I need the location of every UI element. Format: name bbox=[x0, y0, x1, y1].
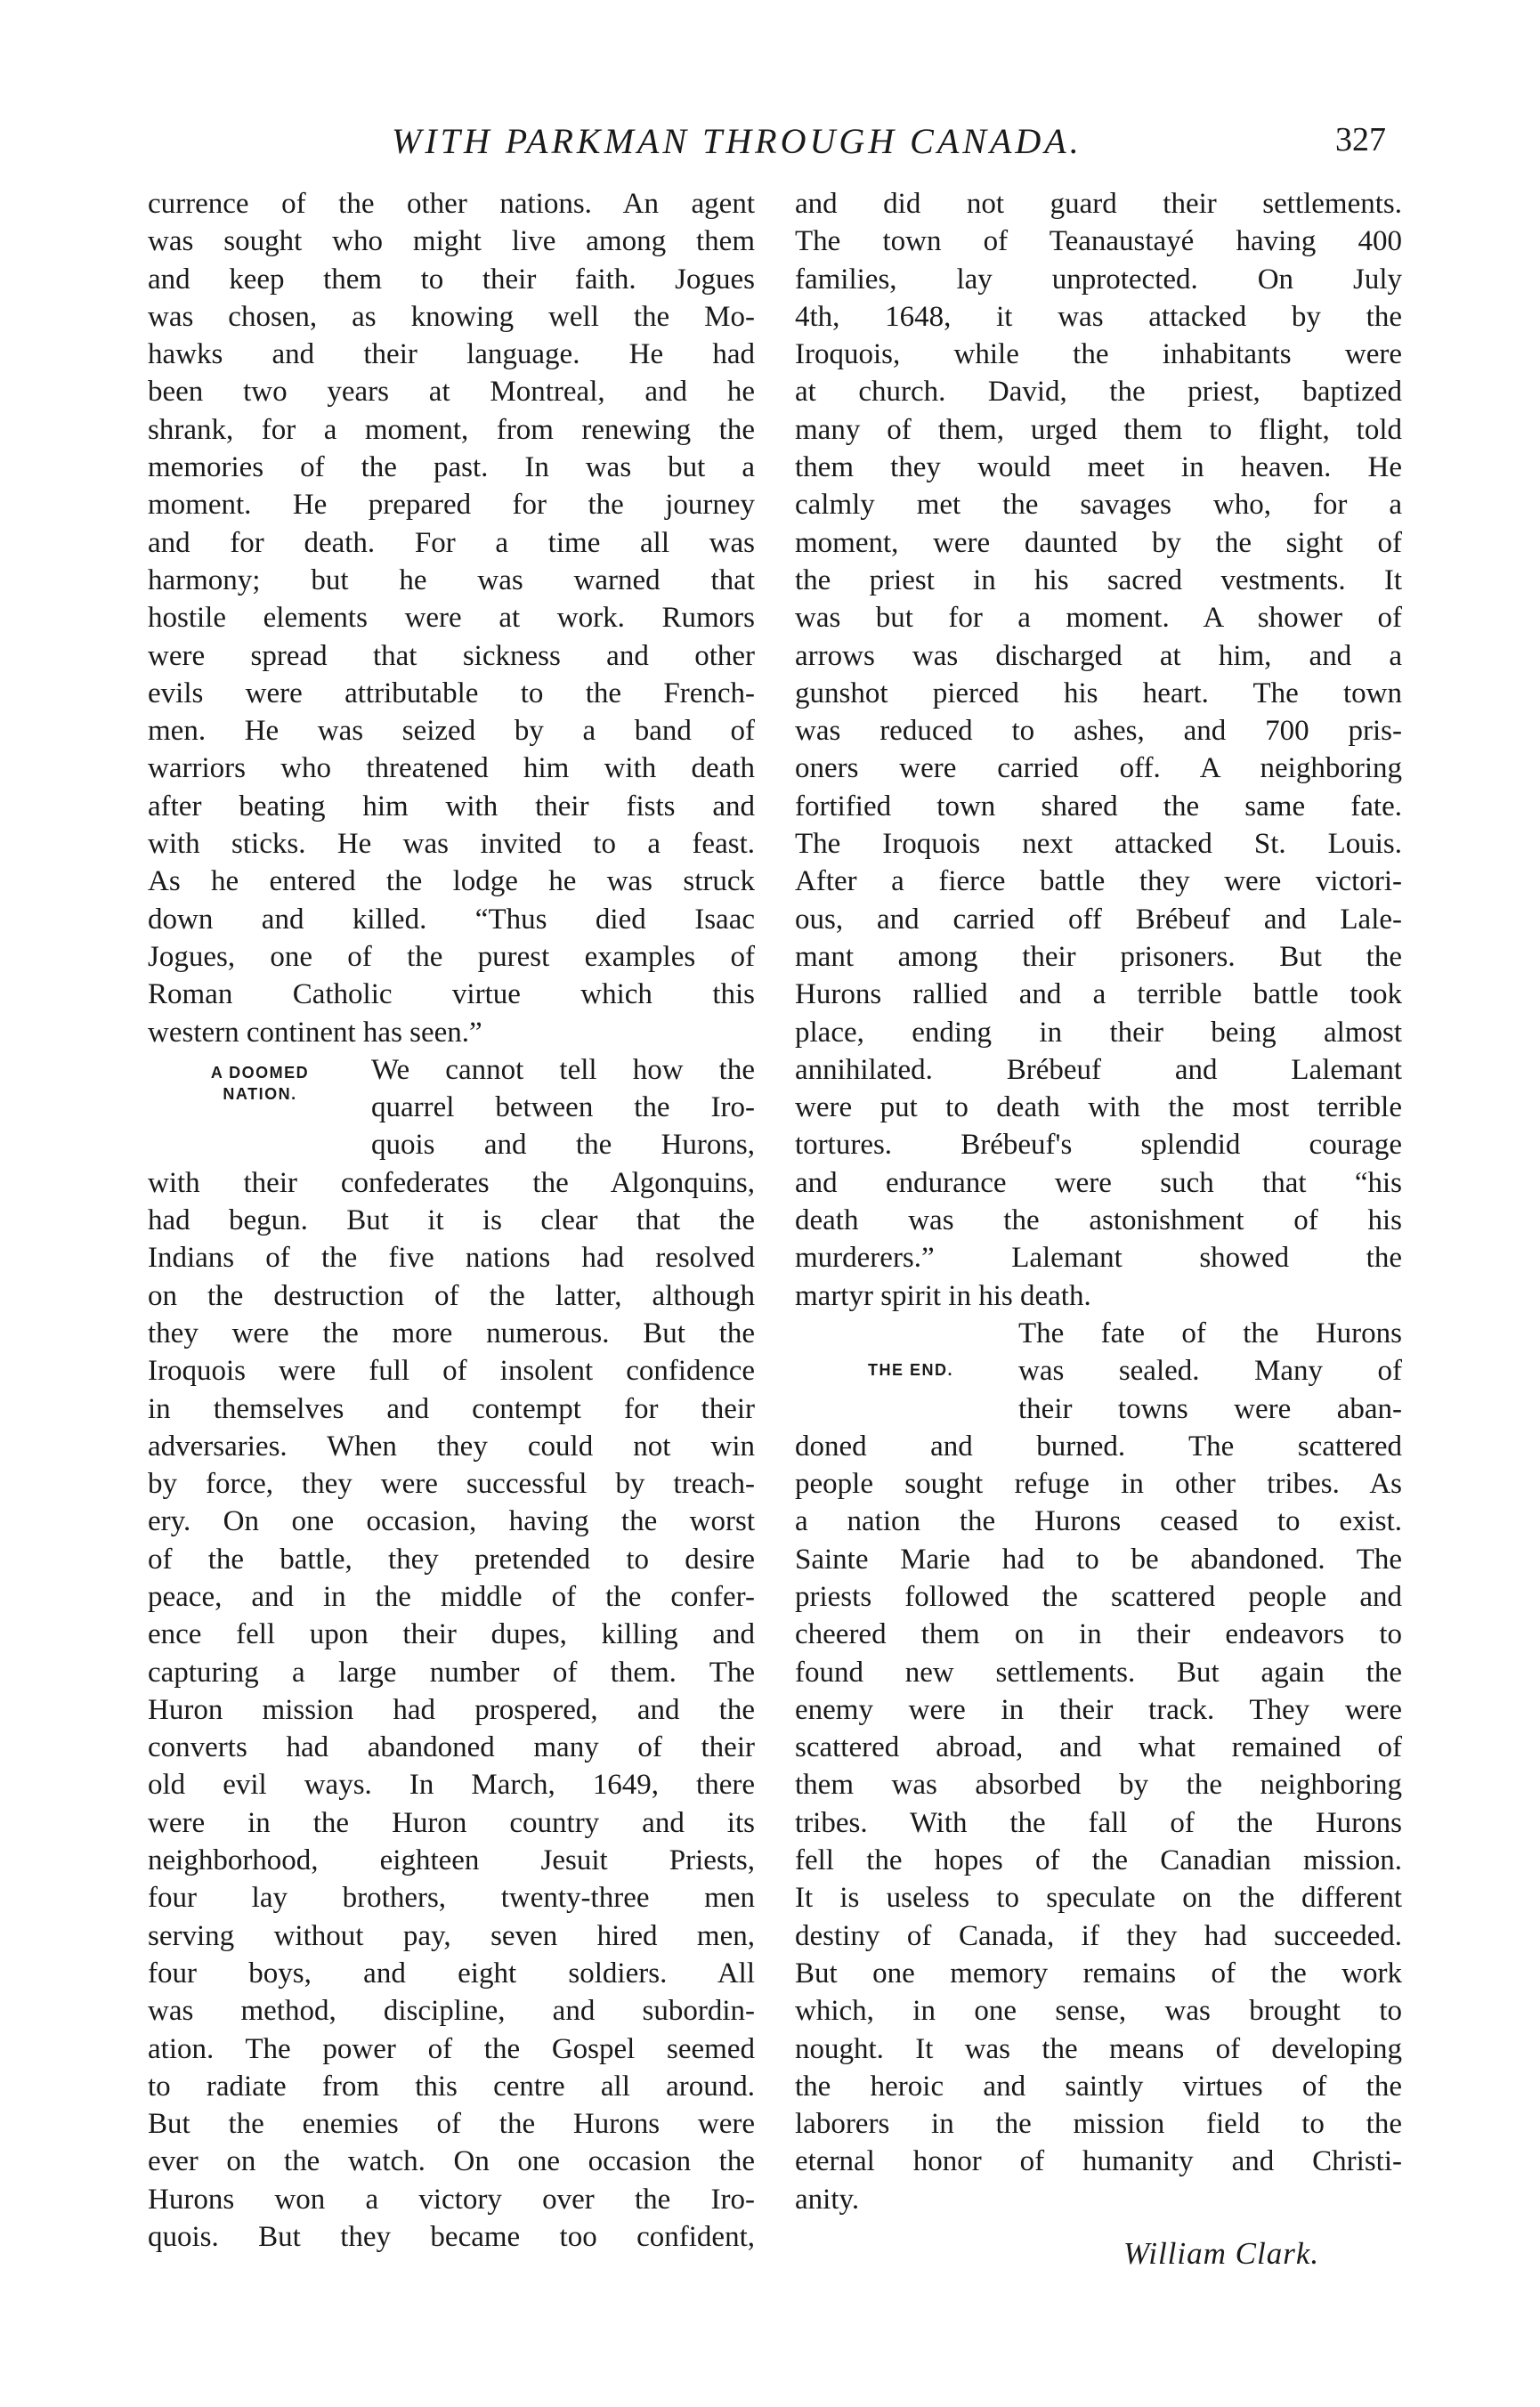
text-line: peace, and in the middle of the confer- bbox=[148, 1580, 755, 1613]
left-paragraph-1 bbox=[148, 185, 755, 1051]
sidenote-the-end: THE END. bbox=[867, 1360, 953, 1379]
left-paragraph-2 bbox=[148, 1164, 755, 2257]
text-line: they were the more numerous. But the bbox=[148, 1317, 755, 1349]
text-line: hostile elements were at work. Rumors bbox=[148, 602, 755, 635]
text-line: found new settlements. But again the bbox=[795, 1656, 1402, 1689]
author-signature: William Clark. bbox=[1123, 2236, 1320, 2271]
text-line: were in the Huron country and its bbox=[148, 1806, 755, 1839]
text-line: which, in one sense, was brought to bbox=[795, 1995, 1402, 2028]
text-line: arrows was discharged at him, and a bbox=[795, 639, 1402, 672]
text-line: scattered abroad, and what remained of bbox=[795, 1731, 1402, 1764]
text-line: and keep them to their faith. Jogues bbox=[148, 263, 755, 296]
text-line: was chosen, as knowing well the Mo- bbox=[148, 300, 755, 333]
text-line: families, lay unprotected. On July bbox=[795, 263, 1402, 296]
left-column bbox=[148, 185, 755, 2256]
text-line: quois and the Hurons, bbox=[371, 1129, 755, 1162]
text-line: doned and burned. The scattered bbox=[795, 1430, 1402, 1463]
text-line: of the battle, they pretended to desire bbox=[148, 1543, 755, 1576]
text-line: gunshot pierced his heart. The town bbox=[795, 677, 1402, 709]
text-line: ence fell upon their dupes, killing and bbox=[148, 1618, 755, 1651]
text-line: serving without pay, seven hired men, bbox=[148, 1919, 755, 1952]
left-paragraph-2-opening bbox=[148, 1051, 755, 1164]
text-line: place, ending in their being almost bbox=[795, 1016, 1402, 1049]
text-line: We cannot tell how the bbox=[371, 1053, 755, 1086]
text-line: Sainte Marie had to be abandoned. The bbox=[795, 1543, 1402, 1576]
text-line: after beating him with their fists and bbox=[148, 790, 755, 823]
text-line: Iroquois were full of insolent confidence bbox=[148, 1355, 755, 1388]
text-line: death was the astonishment of his bbox=[795, 1204, 1402, 1237]
text-line: priests followed the scattered people and bbox=[795, 1580, 1402, 1613]
text-line: moment, were daunted by the sight of bbox=[795, 526, 1402, 559]
right-paragraph-1 bbox=[795, 185, 1402, 1315]
text-line: quarrel between the Iro- bbox=[371, 1091, 755, 1124]
text-line: old evil ways. In March, 1649, there bbox=[148, 1769, 755, 1802]
text-line: neighborhood, eighteen Jesuit Priests, bbox=[148, 1844, 755, 1877]
text-line: four lay brothers, twenty-three men bbox=[148, 1882, 755, 1915]
text-line: oners were carried off. A neighboring bbox=[795, 752, 1402, 785]
text-line: people sought refuge in other tribes. As bbox=[795, 1468, 1402, 1501]
text-line: western continent has seen.” bbox=[148, 1016, 482, 1049]
text-line: nought. It was the means of developing bbox=[795, 2032, 1402, 2065]
text-line: been two years at Montreal, and he bbox=[148, 376, 755, 409]
text-line: But the enemies of the Hurons were bbox=[148, 2108, 755, 2141]
text-line: with their confederates the Algonquins, bbox=[148, 1166, 755, 1199]
text-line: ery. On one occasion, having the worst bbox=[148, 1505, 755, 1538]
text-line: fortified town shared the same fate. bbox=[795, 790, 1402, 823]
text-line: hawks and their language. He had bbox=[148, 338, 755, 371]
text-line: the priest in his sacred vestments. It bbox=[795, 563, 1402, 596]
text-line: The fate of the Hurons bbox=[1018, 1317, 1402, 1349]
text-line: ation. The power of the Gospel seemed bbox=[148, 2032, 755, 2065]
text-line: Hurons rallied and a terrible battle took bbox=[795, 978, 1402, 1011]
text-line: Indians of the five nations had resolved bbox=[148, 1242, 755, 1275]
text-line: harmony; but he was warned that bbox=[148, 563, 755, 596]
text-line: them was absorbed by the neighboring bbox=[795, 1769, 1402, 1802]
text-line: and did not guard their settlements. bbox=[795, 188, 1402, 220]
text-line: destiny of Canada, if they had succeeded. bbox=[795, 1919, 1402, 1952]
text-line: to radiate from this centre all around. bbox=[148, 2070, 755, 2103]
text-line: them they would meet in heaven. He bbox=[795, 451, 1402, 484]
text-line: memories of the past. In was but a bbox=[148, 451, 755, 484]
text-line: Iroquois, while the inhabitants were bbox=[795, 338, 1402, 371]
text-line: The town of Teanaustayé having 400 bbox=[795, 225, 1402, 258]
right-paragraph-2-opening bbox=[795, 1315, 1402, 1428]
text-line: The Iroquois next attacked St. Louis. bbox=[795, 828, 1402, 861]
text-line: and for death. For a time all was bbox=[148, 526, 755, 559]
text-line: Huron mission had prospered, and the bbox=[148, 1693, 755, 1726]
text-line: Jogues, one of the purest examples of bbox=[148, 940, 755, 973]
text-line: was sealed. Many of bbox=[1018, 1355, 1402, 1388]
text-line: was method, discipline, and subordin- bbox=[148, 1995, 755, 2028]
text-line: murderers.” Lalemant showed the bbox=[795, 1242, 1402, 1275]
text-line: quois. But they became too confident, bbox=[148, 2221, 755, 2254]
text-line: martyr spirit in his death. bbox=[795, 1279, 1091, 1312]
text-line: their towns were aban- bbox=[1018, 1392, 1402, 1425]
text-line: was but for a moment. A shower of bbox=[795, 602, 1402, 635]
text-line: by force, they were successful by treach- bbox=[148, 1468, 755, 1501]
text-line: eternal honor of humanity and Christi- bbox=[795, 2145, 1402, 2178]
text-line: in themselves and contempt for their bbox=[148, 1392, 755, 1425]
text-line: four boys, and eight soldiers. All bbox=[148, 1957, 755, 1990]
right-column bbox=[795, 185, 1402, 2218]
running-head bbox=[0, 120, 1540, 174]
running-title: WITH PARKMAN THROUGH CANADA. bbox=[392, 121, 1082, 161]
text-line: Roman Catholic virtue which this bbox=[148, 978, 755, 1011]
text-line: moment. He prepared for the journey bbox=[148, 489, 755, 522]
text-line: Hurons won a victory over the Iro- bbox=[148, 2183, 755, 2216]
text-line: with sticks. He was invited to a feast. bbox=[148, 828, 755, 861]
text-line: annihilated. Brébeuf and Lalemant bbox=[795, 1053, 1402, 1086]
text-line: were spread that sickness and other bbox=[148, 639, 755, 672]
text-line: tortures. Brébeuf's splendid courage bbox=[795, 1129, 1402, 1162]
text-line: were put to death with the most terrible bbox=[795, 1091, 1402, 1124]
text-line: laborers in the mission field to the bbox=[795, 2108, 1402, 2141]
text-line: currence of the other nations. An agent bbox=[148, 188, 755, 220]
text-line: ous, and carried off Brébeuf and Lale- bbox=[795, 903, 1402, 936]
text-line: warriors who threatened him with death bbox=[148, 752, 755, 785]
text-line: But one memory remains of the work bbox=[795, 1957, 1402, 1990]
text-line: men. He was seized by a band of bbox=[148, 715, 755, 748]
text-line: tribes. With the fall of the Hurons bbox=[795, 1806, 1402, 1839]
text-line: cheered them on in their endeavors to bbox=[795, 1618, 1402, 1651]
text-line: 4th, 1648, it was attacked by the bbox=[795, 300, 1402, 333]
text-line: evils were attributable to the French- bbox=[148, 677, 755, 709]
text-line: down and killed. “Thus died Isaac bbox=[148, 903, 755, 936]
right-paragraph-2 bbox=[795, 1428, 1402, 2218]
text-line: fell the hopes of the Canadian mission. bbox=[795, 1844, 1402, 1877]
text-line: the heroic and saintly virtues of the bbox=[795, 2070, 1402, 2103]
text-line: enemy were in their track. They were bbox=[795, 1693, 1402, 1726]
text-line: many of them, urged them to flight, told bbox=[795, 413, 1402, 446]
text-line: was sought who might live among them bbox=[148, 225, 755, 258]
text-line: adversaries. When they could not win bbox=[148, 1430, 755, 1463]
text-line: and endurance were such that “his bbox=[795, 1166, 1402, 1199]
text-line: shrank, for a moment, from renewing the bbox=[148, 413, 755, 446]
text-line: was reduced to ashes, and 700 pris- bbox=[795, 715, 1402, 748]
text-line: mant among their prisoners. But the bbox=[795, 940, 1402, 973]
text-line: As he entered the lodge he was struck bbox=[148, 865, 755, 898]
text-line: anity. bbox=[795, 2183, 860, 2216]
text-line: a nation the Hurons ceased to exist. bbox=[795, 1505, 1402, 1538]
text-line: capturing a large number of them. The bbox=[148, 1656, 755, 1689]
page-number: 327 bbox=[1335, 121, 1386, 158]
text-line: converts had abandoned many of their bbox=[148, 1731, 755, 1764]
text-line: ever on the watch. On one occasion the bbox=[148, 2145, 755, 2178]
text-line: at church. David, the priest, baptized bbox=[795, 376, 1402, 409]
text-line: calmly met the savages who, for a bbox=[795, 489, 1402, 522]
text-line: on the destruction of the latter, although bbox=[148, 1279, 755, 1312]
sidenote-doomed-nation: A DOOMED NATION. bbox=[210, 1063, 310, 1103]
text-line: After a fierce battle they were victori- bbox=[795, 865, 1402, 898]
text-line: It is useless to speculate on the different bbox=[795, 1882, 1402, 1915]
text-line: had begun. But it is clear that the bbox=[148, 1204, 755, 1237]
